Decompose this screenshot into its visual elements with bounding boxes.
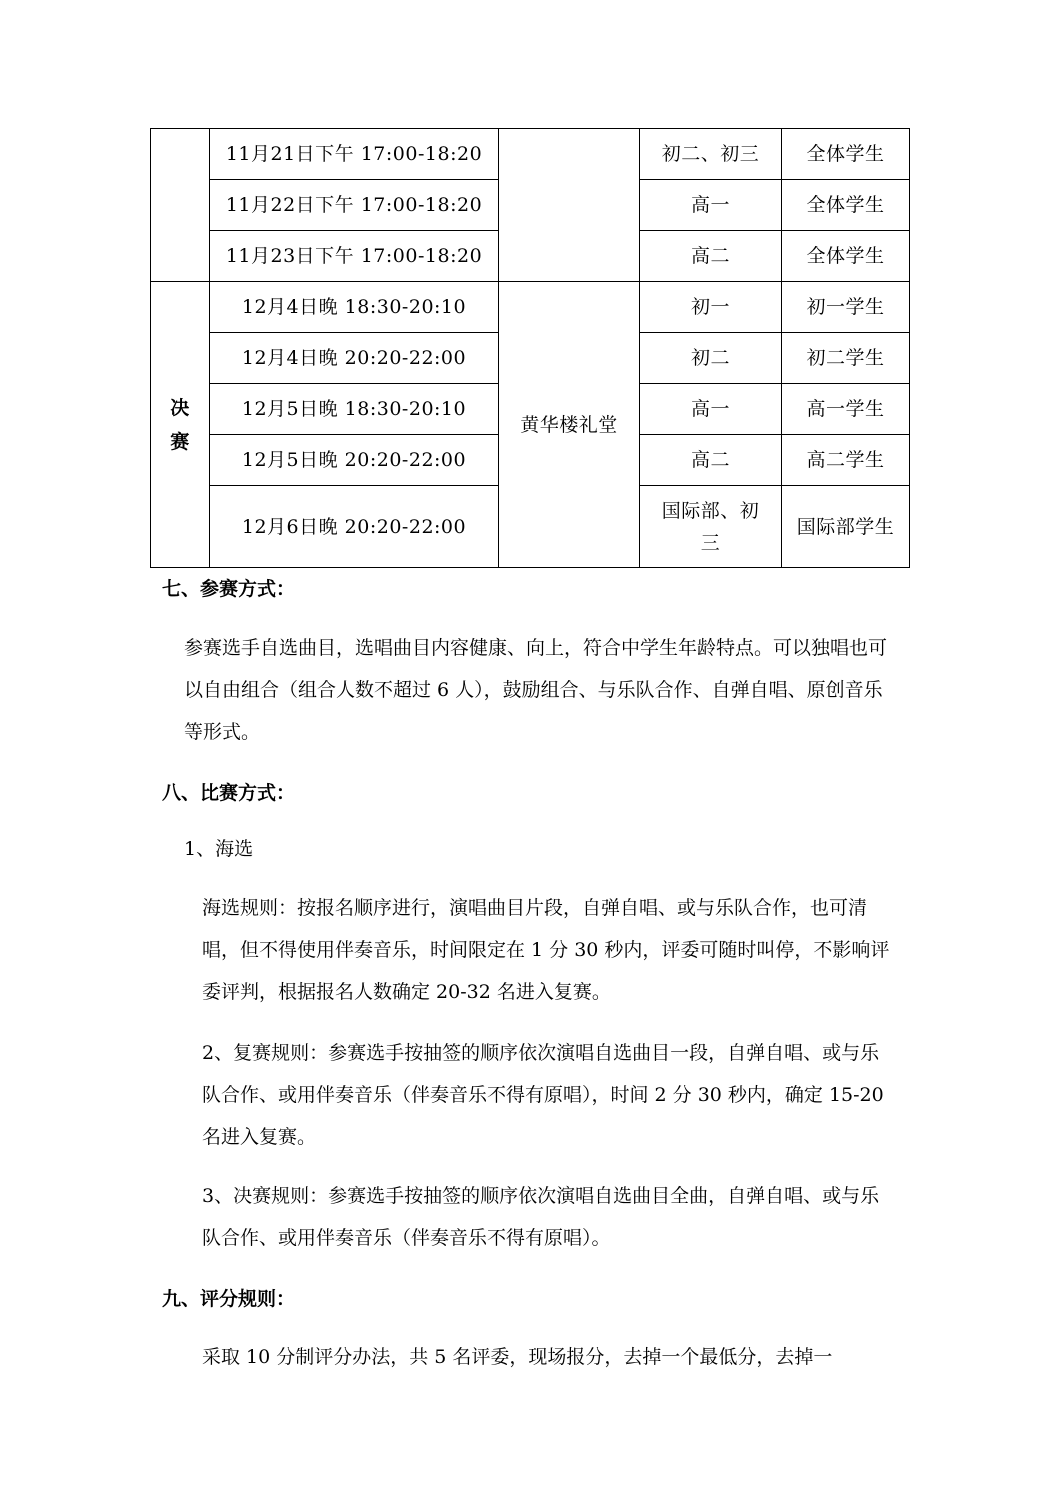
grade-cell: 初二: [640, 333, 782, 384]
audience-cell: 全体学生: [782, 129, 910, 180]
final-stage-label: [151, 282, 210, 568]
table-row: [151, 129, 910, 180]
section9-body: 采取 10 分制评分办法，共 5 名评委，现场报分，去掉一个最低分，去掉一: [202, 1346, 833, 1368]
section7-heading: 七、参赛方式：: [162, 578, 296, 600]
section9-paragraph: [162, 1336, 897, 1378]
grade-cell: 高二: [640, 231, 782, 282]
grade-cell: 初一: [640, 282, 782, 333]
grade-cell: 高一: [640, 180, 782, 231]
section8-rule3-text: 3、决赛规则：参赛选手按抽签的顺序依次演唱自选曲目全曲，自弹自唱、或与乐队合作、或用伴奏音乐（伴奏音乐不得有原唱）。: [202, 1185, 880, 1249]
section8-heading: 八、比赛方式：: [162, 782, 296, 804]
section8-rule3: [162, 1175, 897, 1259]
date-cell: 12月4日晚 20:20-22:00: [210, 333, 499, 384]
date-cell: 12月5日晚 20:20-22:00: [210, 435, 499, 486]
grade-cell: 高一: [640, 384, 782, 435]
audience-cell: 国际部学生: [782, 486, 910, 568]
section8-rule1: [162, 887, 897, 1013]
audience-cell: 高一学生: [782, 384, 910, 435]
audience-cell: 初一学生: [782, 282, 910, 333]
section8-rule2-text: 2、复赛规则：参赛选手按抽签的顺序依次演唱自选曲目一段，自弹自唱、或与乐队合作、或用伴奏音乐（伴奏音乐不得有原唱），时间 2 分 30 秒内，确定 15-20 名进入复赛。: [202, 1042, 884, 1148]
stage-cell: [151, 129, 210, 282]
section8-sub1-text: 1、海选: [184, 838, 254, 860]
venue-cell: [499, 129, 640, 282]
final-stage-text: 决赛: [170, 396, 190, 453]
section7-body: 参赛选手自选曲目，选唱曲目内容健康、向上，符合中学生年龄特点。可以独唱也可以自由组合（组合人数不超过 6 人），鼓励组合、与乐队合作、自弹自唱、原创音乐等形式。: [184, 637, 888, 743]
schedule-table: [150, 128, 910, 568]
date-cell: 12月4日晚 18:30-20:10: [210, 282, 499, 333]
section7-paragraph: [162, 627, 897, 753]
table-row: [151, 282, 910, 333]
section8-rule1-text: 海选规则：按报名顺序进行，演唱曲目片段，自弹自唱、或与乐队合作，也可清唱，但不得使用伴奏音乐，时间限定在 1 分 30 秒内，评委可随时叫停，不影响评委评判，根据报名人数确定 20-32 名进入复赛。: [202, 897, 890, 1003]
grade-text: 国际部、初三: [661, 499, 760, 554]
date-cell: 11月21日下午 17:00-18:20: [210, 129, 499, 180]
date-cell: 12月5日晚 18:30-20:10: [210, 384, 499, 435]
audience-cell: 全体学生: [782, 180, 910, 231]
final-venue: 黄华楼礼堂: [499, 282, 640, 568]
section9-heading: 九、评分规则：: [162, 1288, 296, 1310]
grade-cell: [640, 486, 782, 568]
audience-cell: 初二学生: [782, 333, 910, 384]
grade-cell: 初二、初三: [640, 129, 782, 180]
section8-sub1: [162, 828, 897, 870]
grade-cell: 高二: [640, 435, 782, 486]
date-cell: 12月6日晚 20:20-22:00: [210, 486, 499, 568]
audience-cell: 全体学生: [782, 231, 910, 282]
date-cell: 11月23日下午 17:00-18:20: [210, 231, 499, 282]
audience-cell: 高二学生: [782, 435, 910, 486]
section8-rule2: [162, 1032, 897, 1158]
date-cell: 11月22日下午 17:00-18:20: [210, 180, 499, 231]
